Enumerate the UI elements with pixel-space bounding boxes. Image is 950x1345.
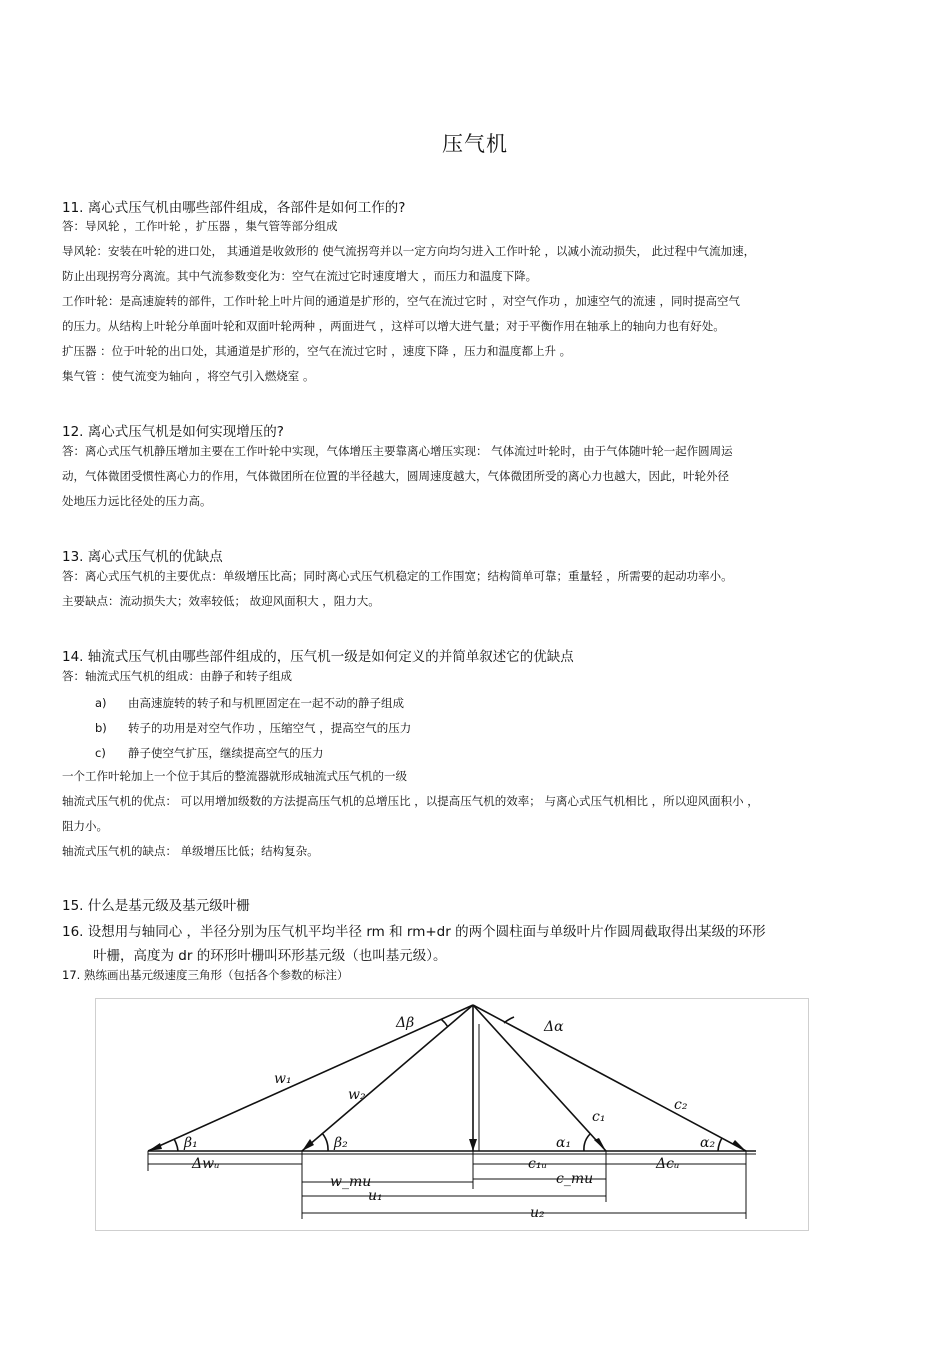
question-11-heading: 11. 离心式压气机由哪些部件组成，各部件是如何工作的? (62, 200, 406, 216)
q14-list-item-a (95, 695, 404, 711)
q14-answer: 答：轴流式压气机的组成：由静子和转子组成 (62, 669, 292, 683)
q14-pros-line1: 轴流式压气机的优点： 可以用增加级数的方法提高压气机的总增压比 ，以提高压气机的效率； 与离心式压气机相比 ，所以迎风面积小 ， (62, 794, 759, 808)
alpha2-arc (718, 1138, 722, 1151)
list-marker: a) (95, 696, 107, 710)
alpha1-arc (584, 1134, 590, 1151)
label-c1u: c₁ᵤ (528, 1156, 548, 1172)
q11-yelun-line1: 工作叶轮：是高速旋转的部件，工作叶轮上叶片间的通道是扩形的，空气在流过它时 ，对空气作功 ，加速空气的流速 ，同时提高空气 (62, 294, 740, 308)
label-u2: u₂ (530, 1205, 545, 1221)
velocity-triangle-svg (96, 999, 808, 1230)
label-delta-beta: Δβ (396, 1015, 415, 1031)
velocity-triangle-diagram (95, 998, 809, 1231)
label-c1: c₁ (592, 1109, 606, 1125)
arrow-c1 (594, 1138, 606, 1151)
q11-daofenglun-line2: 防止出现拐弯分离流。其中气流参数变化为：空气在流过它时速度增大 ，而压力和温度下降。 (62, 269, 538, 283)
delta-beta-arc (441, 1019, 448, 1027)
question-15-heading: 15. 什么是基元级及基元级叶栅 (62, 898, 250, 914)
question-17-heading: 17. 熟练画出基元级速度三角形（包括各个参数的标注） (62, 968, 349, 982)
q13-line1: 答：离心式压气机的主要优点：单级增压比高；同时离心式压气机稳定的工作围宽；结构简单可靠；重量轻 ，所需要的起动功率小。 (62, 569, 733, 583)
q11-kuoyaqi: 扩压器 ：位于叶轮的出口处，其通道是扩形的，空气在流过它时 ，速度下降 ，压力和温度都上升 。 (62, 344, 572, 358)
label-delta-alpha: Δα (544, 1019, 564, 1035)
q11-answer: 答：导风轮 ，工作叶轮 ，扩压器 ，集气管等部分组成 (62, 219, 338, 233)
question-16-line1: 16. 设想用与轴同心 ，半径分别为压气机平均半径 rm 和 rm+dr 的两个圆柱面与单级叶片作圆周截取得出某级的环形 (62, 924, 766, 940)
q11-yelun-line2: 的压力。从结构上叶轮分单面叶轮和双面叶轮两种 ，两面进气 ，这样可以增大进气量；对于平衡作用在轴承上的轴向力也有好处。 (62, 319, 725, 333)
arrow-w1 (148, 1143, 162, 1151)
label-c2: c₂ (674, 1097, 688, 1113)
q14-stage-definition: 一个工作叶轮加上一个位于其后的整流器就形成轴流式压气机的一级 (62, 769, 407, 783)
label-w-mu: w_mu (330, 1174, 372, 1190)
label-alpha1: α₁ (556, 1135, 572, 1151)
label-c-mu: c_mu (556, 1171, 594, 1187)
q12-line3: 处地压力远比径处的压力高。 (62, 494, 212, 508)
page-title: 压气机 (442, 132, 508, 156)
question-13-heading: 13. 离心式压气机的优缺点 (62, 549, 223, 565)
label-beta1: β₁ (184, 1135, 198, 1151)
beta2-arc (322, 1133, 328, 1151)
label-alpha2: α₂ (700, 1135, 716, 1151)
label-w2: w₂ (348, 1087, 366, 1103)
question-14-heading: 14. 轴流式压气机由哪些部件组成的，压气机一级是如何定义的并简单叙述它的优缺点 (62, 649, 574, 665)
q12-line1: 答：离心式压气机静压增加主要在工作叶轮中实现，气体增压主要靠离心增压实现： 气体流过叶轮时，由于气体随叶轮一起作圆周运 (62, 444, 733, 458)
list-marker: b) (95, 721, 107, 735)
delta-alpha-arc (504, 1017, 514, 1023)
q11-jiqiguan: 集气管 ：使气流变为轴向 ，将空气引入燃烧室 。 (62, 369, 315, 383)
q12-line2: 动，气体微团受惯性离心力的作用，气体微团所在位置的半径越大，圆周速度越大，气体微团所受的离心力也越大，因此，叶轮外径 (62, 469, 729, 483)
list-marker: c) (95, 746, 106, 760)
beta1-arc (174, 1139, 178, 1151)
label-delta-wu: Δwᵤ (192, 1156, 220, 1172)
q14-list-item-c (95, 745, 324, 761)
q14-pros-line2: 阻力小。 (62, 819, 108, 833)
q11-daofenglun-line1: 导风轮：安装在叶轮的进口处， 其通道是收敛形的 使气流拐弯并以一定方向均匀进入工作叶轮 ，以减小流动损失， 此过程中气流加速， (62, 244, 756, 258)
q14-list-item-b (95, 720, 411, 736)
q13-line2: 主要缺点：流动损失大；效率较低； 故迎风面积大 ，阻力大。 (62, 594, 380, 608)
q14-cons: 轴流式压气机的缺点： 单级增压比低；结构复杂。 (62, 844, 319, 858)
label-u1: u₁ (368, 1188, 383, 1204)
c1-vector (473, 1005, 606, 1151)
label-beta2: β₂ (334, 1135, 348, 1151)
arrow-axial (469, 1139, 477, 1151)
label-delta-cu: Δcᵤ (656, 1156, 680, 1172)
list-text: 静子使空气扩压，继续提高空气的压力 (128, 746, 324, 760)
question-12-heading: 12. 离心式压气机是如何实现增压的? (62, 424, 284, 440)
arrow-w2 (302, 1139, 314, 1151)
list-text: 由高速旋转的转子和与机匣固定在一起不动的静子组成 (128, 696, 404, 710)
c2-vector (473, 1005, 746, 1151)
list-text: 转子的功用是对空气作功 ，压缩空气 ，提高空气的压力 (128, 721, 412, 735)
question-16-line2: 叶栅，高度为 dr 的环形叶栅叫环形基元级（也叫基元级）。 (93, 948, 447, 964)
label-w1: w₁ (274, 1071, 292, 1087)
w1-vector (148, 1005, 473, 1151)
